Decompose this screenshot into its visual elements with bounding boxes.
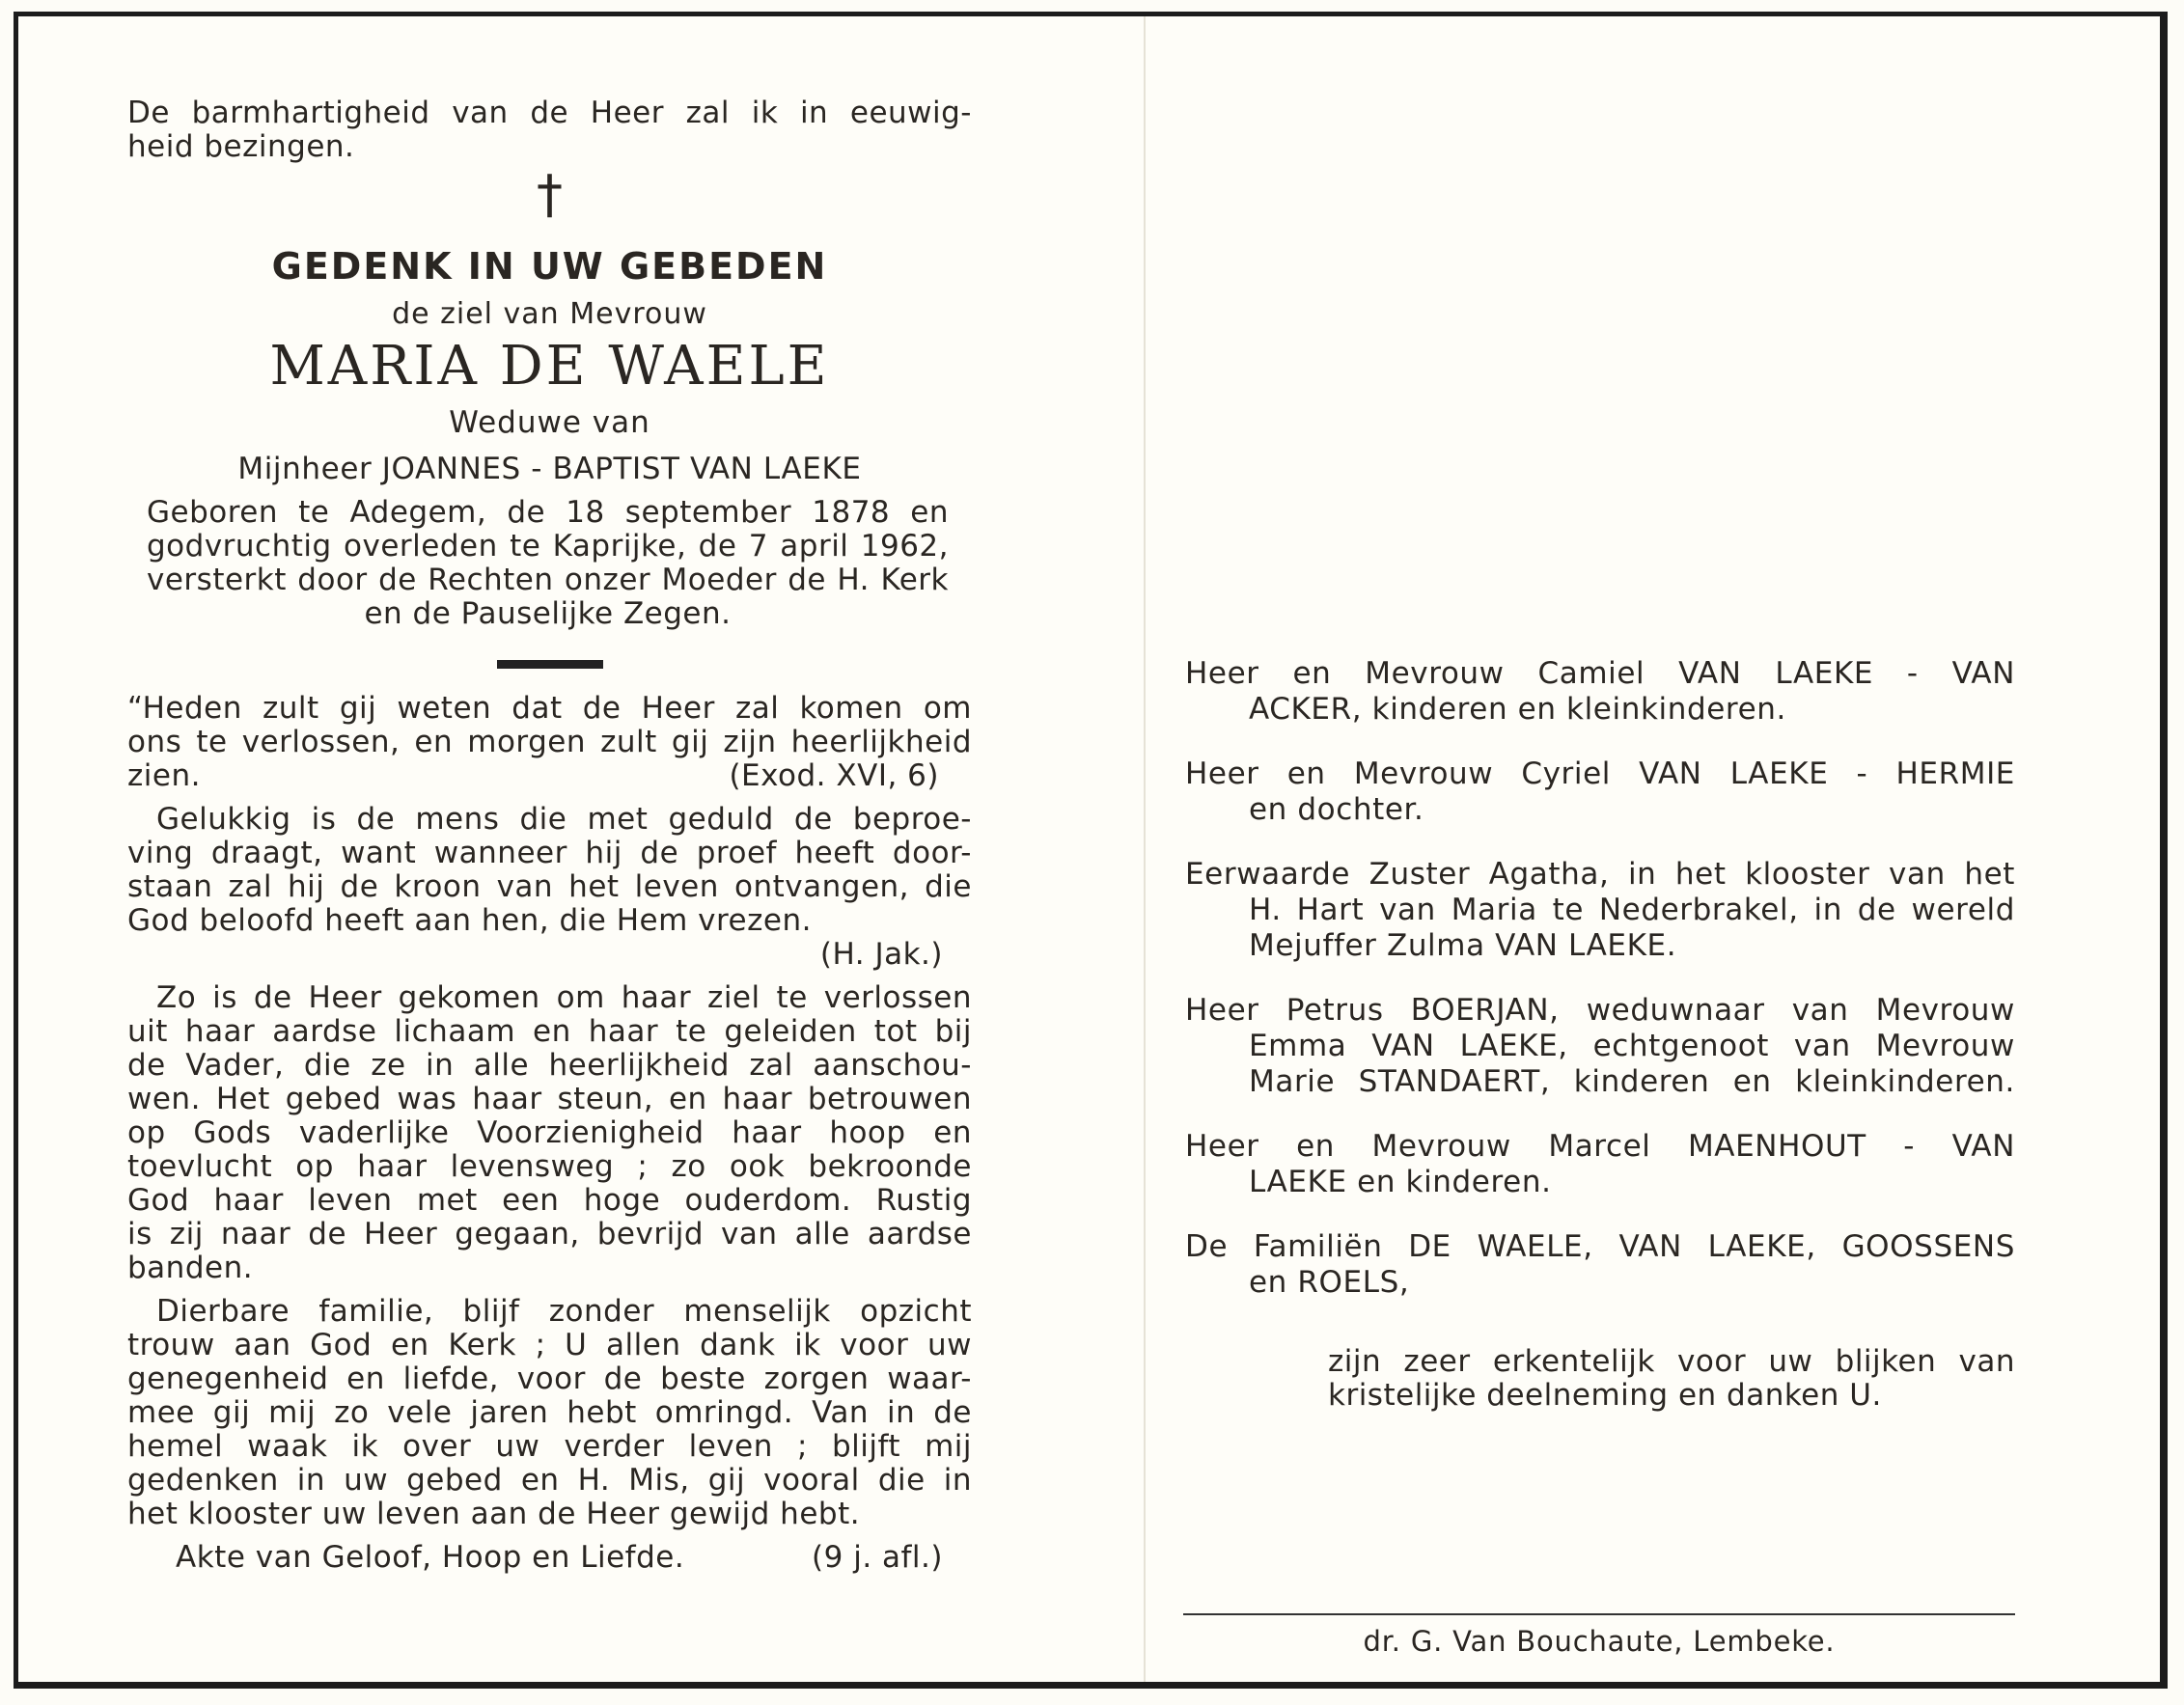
paragraph-line: uit haar aardse lichaam en haar te geleiden tot bij — [127, 1014, 972, 1049]
thanks-line: zijn zeer erkentelijk voor uw blijken van — [1328, 1344, 2015, 1379]
printer-divider — [1183, 1613, 2015, 1615]
indulgence-note: (9 j. afl.) — [812, 1540, 943, 1575]
quote-reference: (H. Jak.) — [819, 937, 943, 972]
birth-line: versterkt door de Rechten onzer Moeder de H. Kerk — [147, 563, 949, 597]
thanks-line: kristelijke deelneming en danken U. — [1328, 1378, 1882, 1413]
left-page — [127, 96, 972, 1575]
family-line: H. Hart van Maria te Nederbrakel, in de wereld — [1249, 893, 2015, 927]
paragraph-line: Dierbare familie, blijf zonder menselijk opzicht — [156, 1294, 972, 1329]
quote-reference: (Exod. XVI, 6) — [729, 758, 939, 793]
card-fold — [1144, 16, 1146, 1682]
paragraph-line: het klooster uw leven aan de Heer gewijd hebt. — [127, 1497, 861, 1531]
family-line: Heer en Mevrouw Marcel MAENHOUT - VAN — [1185, 1129, 2015, 1164]
family-line: en dochter. — [1249, 792, 1424, 827]
quote-exodus — [127, 692, 972, 793]
quote-line: zien. — [127, 758, 201, 793]
thanks-block — [1185, 1345, 2015, 1413]
family-line: en ROELS, — [1249, 1265, 1410, 1300]
paragraph-line: toevlucht op haar levensweg ; zo ook bekroonde — [127, 1149, 972, 1184]
paragraph-line: banden. — [127, 1251, 254, 1285]
quote-line: ons te verlossen, en morgen zult gij zijn heerlijkheid — [127, 725, 972, 759]
birth-line: en de Pauselijke Zegen. — [364, 596, 732, 631]
epigraph-line: De barmhartigheid van de Heer zal ik in eeuwig- — [127, 96, 972, 130]
paragraph-line: de Vader, die ze in alle heerlijkheid zal aanschou- — [127, 1048, 972, 1083]
family-line: Heer en Mevrouw Cyriel VAN LAEKE - HERMIE — [1185, 756, 2015, 791]
deceased-name: MARIA DE WAELE — [269, 335, 830, 398]
family-entry — [1185, 857, 2015, 964]
family-entry — [1185, 1129, 2015, 1200]
family-entry — [1185, 756, 2015, 828]
quote-line: staan zal hij de kroon van het leven ontvangen, die — [127, 869, 972, 904]
paragraph-1 — [127, 981, 972, 1285]
paragraph-line: op Gods vaderlijke Voorzienigheid haar hoop en — [127, 1115, 972, 1150]
heading: GEDENK IN UW GEBEDEN — [271, 245, 828, 288]
family-line: Emma VAN LAEKE, echtgenoot van Mevrouw — [1249, 1029, 2015, 1063]
cross-icon: † — [537, 164, 563, 225]
family-line: Eerwaarde Zuster Agatha, in het klooster van het — [1185, 857, 2015, 892]
epigraph-line: heid bezingen. — [127, 129, 355, 164]
subheading: de ziel van Mevrouw — [392, 297, 707, 331]
paragraph-line: mee gij mij zo vele jaren hebt omringd. Van in de — [127, 1395, 972, 1430]
husband-name: Mijnheer JOANNES - BAPTIST VAN LAEKE — [237, 452, 862, 486]
quote-james — [127, 803, 972, 972]
quote-line: “Heden zult gij weten dat de Heer zal komen om — [127, 691, 972, 726]
paragraph-line: hemel waak ik over uw verder leven ; blijft mij — [127, 1429, 972, 1464]
family-line: Heer Petrus BOERJAN, weduwnaar van Mevrouw — [1185, 993, 2015, 1028]
quote-line: God beloofd heeft aan hen, die Hem vrezen. — [127, 903, 812, 938]
prayer-row — [127, 1541, 972, 1575]
printer-credit: dr. G. Van Bouchaute, Lembeke. — [1363, 1625, 1836, 1658]
birth-line: Geboren te Adegem, de 18 september 1878 en — [147, 495, 949, 530]
paragraph-line: trouw aan God en Kerk ; U allen dank ik voor uw — [127, 1328, 972, 1362]
family-line: ACKER, kinderen en kleinkinderen. — [1249, 692, 1786, 727]
paragraph-line: God haar leven met een hoge ouderdom. Rustig — [127, 1183, 972, 1218]
family-line: Marie STANDAERT, kinderen en kleinkinderen. — [1249, 1064, 2015, 1099]
birth-line: godvruchtig overleden te Kaprijke, de 7 april 1962, — [147, 529, 949, 564]
family-line: Heer en Mevrouw Camiel VAN LAEKE - VAN — [1185, 656, 2015, 691]
quote-line: Gelukkig is de mens die met geduld de beproe- — [156, 802, 972, 837]
quote-end-row — [127, 759, 972, 793]
widow-of: Weduwe van — [449, 405, 650, 440]
paragraph-line: genegenheid en liefde, voor de beste zorgen waar- — [127, 1361, 972, 1396]
family-line: Mejuffer Zulma VAN LAEKE. — [1249, 928, 1677, 963]
divider — [497, 660, 603, 669]
paragraph-line: Zo is de Heer gekomen om haar ziel te verlossen — [156, 980, 972, 1015]
quote-line: ving draagt, want wanneer hij de proef heeft door- — [127, 836, 972, 870]
family-line: LAEKE en kinderen. — [1249, 1165, 1552, 1199]
family-line: De Familiën DE WAELE, VAN LAEKE, GOOSSENS — [1185, 1229, 2015, 1264]
family-entry — [1185, 1229, 2015, 1301]
paragraph-2 — [127, 1295, 972, 1531]
paragraph-line: gedenken in uw gebed en H. Mis, gij vooral die in — [127, 1463, 972, 1498]
family-entry — [1185, 656, 2015, 728]
paragraph-line: is zij naar de Heer gegaan, bevrijd van alle aardse — [127, 1217, 972, 1251]
birth-death-block — [127, 496, 972, 631]
family-entry — [1185, 993, 2015, 1100]
prayer-text: Akte van Geloof, Hoop en Liefde. — [176, 1540, 685, 1575]
right-page — [1185, 656, 2015, 1413]
paragraph-line: wen. Het gebed was haar steun, en haar betrouwen — [127, 1082, 972, 1116]
